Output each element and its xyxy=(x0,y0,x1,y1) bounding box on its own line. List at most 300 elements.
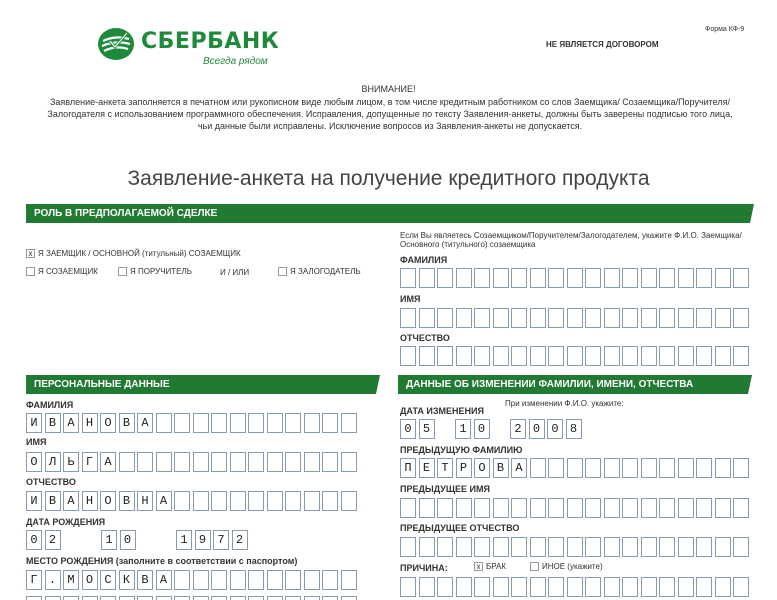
prev-name-field[interactable] xyxy=(400,498,752,518)
char-cell[interactable] xyxy=(511,346,527,366)
char-cell[interactable] xyxy=(548,498,564,518)
char-cell[interactable] xyxy=(567,346,583,366)
personal-surname-field[interactable] xyxy=(26,413,359,433)
char-cell[interactable] xyxy=(641,268,657,288)
char-cell[interactable] xyxy=(193,596,209,600)
char-cell[interactable] xyxy=(567,268,583,288)
char-cell[interactable] xyxy=(119,596,135,600)
char-cell[interactable] xyxy=(341,413,357,433)
char-cell[interactable] xyxy=(659,537,675,557)
char-cell[interactable]: А xyxy=(137,413,153,433)
char-cell[interactable]: И xyxy=(26,413,42,433)
char-cell[interactable] xyxy=(696,268,712,288)
char-cell[interactable] xyxy=(622,268,638,288)
char-cell[interactable] xyxy=(63,596,79,600)
char-cell[interactable] xyxy=(341,491,357,511)
char-cell[interactable] xyxy=(456,308,472,328)
char-cell[interactable]: П xyxy=(400,458,416,478)
char-cell[interactable] xyxy=(267,491,283,511)
char-cell[interactable] xyxy=(511,537,527,557)
char-cell[interactable]: 9 xyxy=(195,530,211,550)
char-cell[interactable] xyxy=(548,577,564,597)
personal-surname-label: ФАМИЛИЯ xyxy=(26,400,74,410)
char-cell[interactable] xyxy=(585,537,601,557)
char-cell[interactable] xyxy=(174,596,190,600)
char-cell[interactable]: А xyxy=(156,491,172,511)
role-name-field[interactable] xyxy=(400,308,752,328)
char-cell[interactable] xyxy=(193,570,209,590)
char-cell[interactable] xyxy=(474,346,490,366)
role-coborrower-option[interactable] xyxy=(26,267,98,276)
char-cell[interactable] xyxy=(211,452,227,472)
role-coborrower-label: Я СОЗАЕМЩИК xyxy=(38,267,98,276)
char-cell[interactable] xyxy=(456,577,472,597)
role-surname-field[interactable] xyxy=(400,268,752,288)
char-cell[interactable] xyxy=(696,537,712,557)
char-cell[interactable] xyxy=(548,308,564,328)
char-cell[interactable] xyxy=(493,268,509,288)
char-cell[interactable]: Л xyxy=(45,452,61,472)
char-cell[interactable] xyxy=(437,577,453,597)
char-cell[interactable] xyxy=(622,308,638,328)
char-cell[interactable] xyxy=(456,346,472,366)
reason-other-checkbox[interactable] xyxy=(530,562,539,571)
char-cell[interactable] xyxy=(419,346,435,366)
char-cell[interactable]: О xyxy=(82,570,98,590)
char-cell[interactable] xyxy=(341,596,357,600)
char-cell[interactable]: Н xyxy=(137,491,153,511)
char-cell[interactable] xyxy=(567,577,583,597)
char-cell[interactable] xyxy=(530,577,546,597)
notice-text: Заявление-анкета заполняется в печатном или рукописном виде любым лицом, в том числе кредитным работником со слов Заемщика/ Созаемщика/Поручителя/Залогодателя с использованием программного обеспечения. Исправления, допущенные по тексту Заявления-анкеты, должны быть заверены подписью того лица, чьи данные были исправлены. Исключение вопросов из Заявления-анкеты не допускается. xyxy=(47,97,733,131)
char-cell[interactable] xyxy=(230,596,246,600)
char-cell[interactable] xyxy=(715,308,731,328)
char-cell[interactable] xyxy=(696,577,712,597)
char-cell[interactable] xyxy=(678,498,694,518)
char-cell[interactable] xyxy=(474,498,490,518)
char-cell[interactable] xyxy=(437,537,453,557)
char-cell[interactable]: О xyxy=(100,491,116,511)
char-cell[interactable] xyxy=(456,268,472,288)
char-cell[interactable] xyxy=(604,308,620,328)
char-cell[interactable] xyxy=(174,570,190,590)
char-cell[interactable] xyxy=(678,537,694,557)
role-patronymic-label: ОТЧЕСТВО xyxy=(400,333,450,343)
birthplace-field[interactable] xyxy=(26,570,359,590)
sberbank-logo-icon xyxy=(97,27,135,61)
char-cell[interactable] xyxy=(733,268,749,288)
char-cell[interactable] xyxy=(585,577,601,597)
char-cell[interactable]: 2 xyxy=(45,530,61,550)
change-hint: При изменении Ф.И.О. укажите: xyxy=(505,399,624,408)
char-cell[interactable]: 1 xyxy=(101,530,117,550)
char-cell[interactable] xyxy=(211,570,227,590)
char-cell[interactable] xyxy=(474,308,490,328)
char-cell[interactable] xyxy=(248,413,264,433)
char-cell[interactable] xyxy=(548,268,564,288)
char-cell[interactable] xyxy=(696,308,712,328)
char-cell[interactable]: Г xyxy=(26,570,42,590)
char-cell[interactable] xyxy=(696,346,712,366)
char-cell[interactable] xyxy=(733,346,749,366)
char-cell[interactable] xyxy=(400,537,416,557)
reason-other-option[interactable] xyxy=(530,562,603,571)
char-cell[interactable] xyxy=(715,537,731,557)
char-cell[interactable] xyxy=(641,346,657,366)
role-guarantor-checkbox[interactable] xyxy=(118,267,127,276)
char-cell[interactable] xyxy=(230,570,246,590)
char-cell[interactable] xyxy=(437,308,453,328)
char-cell[interactable] xyxy=(493,498,509,518)
char-cell[interactable] xyxy=(156,413,172,433)
char-cell[interactable] xyxy=(322,413,338,433)
char-cell[interactable] xyxy=(419,537,435,557)
reason-marriage-option[interactable] xyxy=(474,562,506,571)
role-patronymic-field[interactable] xyxy=(400,346,752,366)
char-cell[interactable] xyxy=(548,346,564,366)
reason-marriage-label: БРАК xyxy=(486,562,507,571)
char-cell[interactable] xyxy=(696,458,712,478)
char-cell[interactable] xyxy=(604,458,620,478)
char-cell[interactable] xyxy=(419,577,435,597)
char-cell[interactable] xyxy=(604,537,620,557)
char-cell[interactable] xyxy=(400,346,416,366)
char-cell[interactable] xyxy=(493,308,509,328)
char-cell[interactable] xyxy=(400,268,416,288)
char-cell[interactable]: 0 xyxy=(400,419,416,439)
char-cell[interactable] xyxy=(137,596,153,600)
personal-name-field[interactable] xyxy=(26,452,359,472)
char-cell[interactable]: 8 xyxy=(566,419,582,439)
char-cell[interactable] xyxy=(585,346,601,366)
char-cell[interactable] xyxy=(419,268,435,288)
char-cell[interactable]: В xyxy=(45,413,61,433)
birthplace-label: МЕСТО РОЖДЕНИЯ (заполните в соответствии с паспортом) xyxy=(26,556,298,566)
and-or-label: И / ИЛИ xyxy=(220,268,250,277)
change-year-field[interactable] xyxy=(510,419,584,439)
char-cell[interactable] xyxy=(193,491,209,511)
char-cell[interactable] xyxy=(604,346,620,366)
char-cell[interactable] xyxy=(567,308,583,328)
char-cell[interactable] xyxy=(304,452,320,472)
char-cell[interactable] xyxy=(174,452,190,472)
char-cell[interactable] xyxy=(100,596,116,600)
char-cell[interactable] xyxy=(156,596,172,600)
char-cell[interactable] xyxy=(585,308,601,328)
birthplace-field-2[interactable] xyxy=(26,596,359,600)
char-cell[interactable] xyxy=(678,268,694,288)
char-cell[interactable] xyxy=(659,308,675,328)
char-cell[interactable] xyxy=(267,570,283,590)
char-cell[interactable]: В xyxy=(119,491,135,511)
char-cell[interactable] xyxy=(419,308,435,328)
char-cell[interactable]: Р xyxy=(456,458,472,478)
char-cell[interactable] xyxy=(733,308,749,328)
char-cell[interactable] xyxy=(641,537,657,557)
char-cell[interactable] xyxy=(511,577,527,597)
char-cell[interactable]: Ь xyxy=(63,452,79,472)
role-pledger-option[interactable] xyxy=(278,267,361,276)
char-cell[interactable]: И xyxy=(26,491,42,511)
prev-name-label: ПРЕДЫДУЩЕЕ ИМЯ xyxy=(400,484,490,494)
char-cell[interactable] xyxy=(267,452,283,472)
prev-surname-field[interactable] xyxy=(400,458,752,478)
char-cell[interactable] xyxy=(733,498,749,518)
char-cell[interactable] xyxy=(174,491,190,511)
char-cell[interactable] xyxy=(530,498,546,518)
char-cell[interactable] xyxy=(659,458,675,478)
change-date-field[interactable] xyxy=(400,419,584,439)
change-section-bar: ДАННЫЕ ОБ ИЗМЕНЕНИИ ФАМИЛИИ, ИМЕНИ, ОТЧЕСТВА xyxy=(398,375,748,394)
char-cell[interactable] xyxy=(511,498,527,518)
role-pledger-label: Я ЗАЛОГОДАТЕЛЬ xyxy=(290,267,361,276)
change-month-field[interactable] xyxy=(455,419,492,439)
char-cell[interactable] xyxy=(567,537,583,557)
char-cell[interactable]: Г xyxy=(82,452,98,472)
char-cell[interactable] xyxy=(659,346,675,366)
char-cell[interactable]: 7 xyxy=(213,530,229,550)
char-cell[interactable]: В xyxy=(45,491,61,511)
role-guarantor-label: Я ПОРУЧИТЕЛЬ xyxy=(130,267,193,276)
char-cell[interactable]: О xyxy=(26,452,42,472)
char-cell[interactable]: А xyxy=(100,452,116,472)
char-cell[interactable]: Т xyxy=(437,458,453,478)
char-cell[interactable] xyxy=(304,413,320,433)
char-cell[interactable] xyxy=(474,577,490,597)
char-cell[interactable] xyxy=(248,491,264,511)
char-cell[interactable]: А xyxy=(63,491,79,511)
char-cell[interactable] xyxy=(715,577,731,597)
personal-section-bar: ПЕРСОНАЛЬНЫЕ ДАННЫЕ xyxy=(26,375,376,394)
char-cell[interactable] xyxy=(678,577,694,597)
role-coborrower-checkbox[interactable] xyxy=(26,267,35,276)
char-cell[interactable] xyxy=(530,458,546,478)
char-cell[interactable] xyxy=(119,452,135,472)
char-cell[interactable]: 2 xyxy=(510,419,526,439)
char-cell[interactable]: О xyxy=(474,458,490,478)
not-contract-label: НЕ ЯВЛЯЕТСЯ ДОГОВОРОМ xyxy=(546,40,659,49)
char-cell[interactable] xyxy=(530,346,546,366)
char-cell[interactable] xyxy=(604,268,620,288)
brand-name: СБЕРБАНК xyxy=(141,29,280,54)
char-cell[interactable]: В xyxy=(493,458,509,478)
role-pledger-checkbox[interactable] xyxy=(278,267,287,276)
char-cell[interactable]: Н xyxy=(82,413,98,433)
char-cell[interactable] xyxy=(622,577,638,597)
char-cell[interactable]: 0 xyxy=(547,419,563,439)
char-cell[interactable] xyxy=(493,577,509,597)
char-cell[interactable] xyxy=(267,596,283,600)
char-cell[interactable] xyxy=(341,452,357,472)
char-cell[interactable] xyxy=(659,268,675,288)
char-cell[interactable] xyxy=(437,268,453,288)
change-date-label: ДАТА ИЗМЕНЕНИЯ xyxy=(400,406,484,416)
char-cell[interactable] xyxy=(267,413,283,433)
birth-year-field[interactable] xyxy=(176,530,250,550)
char-cell[interactable] xyxy=(193,413,209,433)
char-cell[interactable] xyxy=(304,491,320,511)
char-cell[interactable] xyxy=(174,413,190,433)
char-cell[interactable]: В xyxy=(119,413,135,433)
char-cell[interactable]: 0 xyxy=(474,419,490,439)
char-cell[interactable]: 5 xyxy=(419,419,435,439)
char-cell[interactable] xyxy=(548,537,564,557)
char-cell[interactable] xyxy=(659,498,675,518)
birth-day-field[interactable] xyxy=(26,530,63,550)
char-cell[interactable] xyxy=(530,308,546,328)
char-cell[interactable] xyxy=(248,452,264,472)
role-surname-label: ФАМИЛИЯ xyxy=(400,255,448,265)
char-cell[interactable] xyxy=(622,346,638,366)
char-cell[interactable]: Е xyxy=(419,458,435,478)
char-cell[interactable] xyxy=(678,308,694,328)
role-guarantor-option[interactable] xyxy=(118,267,192,276)
char-cell[interactable] xyxy=(493,537,509,557)
char-cell[interactable]: О xyxy=(100,413,116,433)
char-cell[interactable] xyxy=(26,596,42,600)
char-cell[interactable] xyxy=(493,346,509,366)
char-cell[interactable] xyxy=(400,308,416,328)
personal-name-label: ИМЯ xyxy=(26,437,47,447)
reason-label: ПРИЧИНА: xyxy=(400,563,448,573)
char-cell[interactable] xyxy=(659,577,675,597)
char-cell[interactable] xyxy=(715,498,731,518)
char-cell[interactable]: 0 xyxy=(120,530,136,550)
char-cell[interactable] xyxy=(678,458,694,478)
char-cell[interactable] xyxy=(456,498,472,518)
char-cell[interactable] xyxy=(285,570,301,590)
brand-slogan: Всегда рядом xyxy=(203,56,268,67)
char-cell[interactable] xyxy=(622,498,638,518)
char-cell[interactable]: А xyxy=(511,458,527,478)
char-cell[interactable] xyxy=(733,458,749,478)
char-cell[interactable] xyxy=(193,452,209,472)
char-cell[interactable]: К xyxy=(119,570,135,590)
char-cell[interactable]: 1 xyxy=(176,530,192,550)
char-cell[interactable] xyxy=(548,458,564,478)
char-cell[interactable] xyxy=(211,491,227,511)
char-cell[interactable] xyxy=(211,413,227,433)
char-cell[interactable]: В xyxy=(137,570,153,590)
char-cell[interactable]: А xyxy=(156,570,172,590)
char-cell[interactable]: М xyxy=(63,570,79,590)
char-cell[interactable]: . xyxy=(45,570,61,590)
char-cell[interactable] xyxy=(622,537,638,557)
char-cell[interactable] xyxy=(511,308,527,328)
char-cell[interactable] xyxy=(641,498,657,518)
personal-patronymic-field[interactable] xyxy=(26,491,359,511)
char-cell[interactable]: 2 xyxy=(232,530,248,550)
char-cell[interactable] xyxy=(622,458,638,478)
char-cell[interactable] xyxy=(474,537,490,557)
personal-patronymic-label: ОТЧЕСТВО xyxy=(26,477,76,487)
char-cell[interactable] xyxy=(715,346,731,366)
char-cell[interactable]: 1 xyxy=(455,419,471,439)
char-cell[interactable] xyxy=(604,577,620,597)
char-cell[interactable]: С xyxy=(100,570,116,590)
char-cell[interactable] xyxy=(304,570,320,590)
role-borrower-option[interactable] xyxy=(26,249,241,258)
char-cell[interactable] xyxy=(248,570,264,590)
char-cell[interactable] xyxy=(156,452,172,472)
char-cell[interactable] xyxy=(322,491,338,511)
page-title: Заявление-анкета на получение кредитного продукта xyxy=(127,167,650,190)
char-cell[interactable] xyxy=(285,596,301,600)
birth-month-field[interactable] xyxy=(101,530,138,550)
birth-date-field[interactable] xyxy=(26,530,250,550)
char-cell[interactable]: Н xyxy=(82,491,98,511)
char-cell[interactable] xyxy=(400,498,416,518)
char-cell[interactable] xyxy=(322,570,338,590)
role-borrower-label: Я ЗАЕМЩИК / ОСНОВНОЙ (титульный) СОЗАЕМЩИК xyxy=(38,249,241,258)
char-cell[interactable] xyxy=(82,596,98,600)
char-cell[interactable] xyxy=(585,268,601,288)
char-cell[interactable] xyxy=(530,537,546,557)
char-cell[interactable] xyxy=(641,458,657,478)
char-cell[interactable] xyxy=(678,346,694,366)
char-cell[interactable] xyxy=(511,268,527,288)
char-cell[interactable] xyxy=(641,308,657,328)
char-cell[interactable] xyxy=(419,498,435,518)
char-cell[interactable] xyxy=(400,577,416,597)
char-cell[interactable] xyxy=(530,268,546,288)
char-cell[interactable] xyxy=(322,452,338,472)
char-cell[interactable] xyxy=(585,458,601,478)
char-cell[interactable] xyxy=(341,570,357,590)
char-cell[interactable] xyxy=(604,498,620,518)
char-cell[interactable] xyxy=(474,268,490,288)
char-cell[interactable] xyxy=(285,452,301,472)
char-cell[interactable] xyxy=(230,452,246,472)
char-cell[interactable] xyxy=(567,458,583,478)
char-cell[interactable] xyxy=(715,268,731,288)
char-cell[interactable] xyxy=(437,498,453,518)
char-cell[interactable] xyxy=(211,596,227,600)
change-day-field[interactable] xyxy=(400,419,437,439)
birth-date-label: ДАТА РОЖДЕНИЯ xyxy=(26,517,106,527)
char-cell[interactable] xyxy=(456,537,472,557)
char-cell[interactable] xyxy=(567,498,583,518)
char-cell[interactable] xyxy=(733,537,749,557)
char-cell[interactable]: А xyxy=(63,413,79,433)
char-cell[interactable] xyxy=(230,413,246,433)
char-cell[interactable] xyxy=(230,491,246,511)
char-cell[interactable] xyxy=(641,577,657,597)
char-cell[interactable] xyxy=(696,498,712,518)
form-code: Форма КФ-9 xyxy=(705,26,745,33)
role-hint: Если Вы являетесь Созаемщиком/Поручителем/Залогодателем, укажите Ф.И.О. Заемщика/Основного (титульного) созаемщика xyxy=(400,231,742,249)
char-cell[interactable] xyxy=(304,596,320,600)
char-cell[interactable]: 0 xyxy=(529,419,545,439)
char-cell[interactable] xyxy=(285,491,301,511)
char-cell[interactable] xyxy=(585,498,601,518)
role-name-label: ИМЯ xyxy=(400,294,421,304)
reason-marriage-checkbox[interactable]: x xyxy=(474,562,483,571)
char-cell[interactable] xyxy=(715,458,731,478)
char-cell[interactable]: 0 xyxy=(26,530,42,550)
prev-patronymic-field[interactable] xyxy=(400,537,752,557)
char-cell[interactable] xyxy=(437,346,453,366)
char-cell[interactable] xyxy=(45,596,61,600)
char-cell[interactable] xyxy=(322,596,338,600)
role-borrower-checkbox[interactable]: x xyxy=(26,249,35,258)
prev-patronymic-label: ПРЕДЫДУЩЕЕ ОТЧЕСТВО xyxy=(400,523,520,533)
char-cell[interactable] xyxy=(137,452,153,472)
char-cell[interactable] xyxy=(285,413,301,433)
char-cell[interactable] xyxy=(733,577,749,597)
reason-other-field[interactable] xyxy=(400,577,752,597)
char-cell[interactable] xyxy=(248,596,264,600)
